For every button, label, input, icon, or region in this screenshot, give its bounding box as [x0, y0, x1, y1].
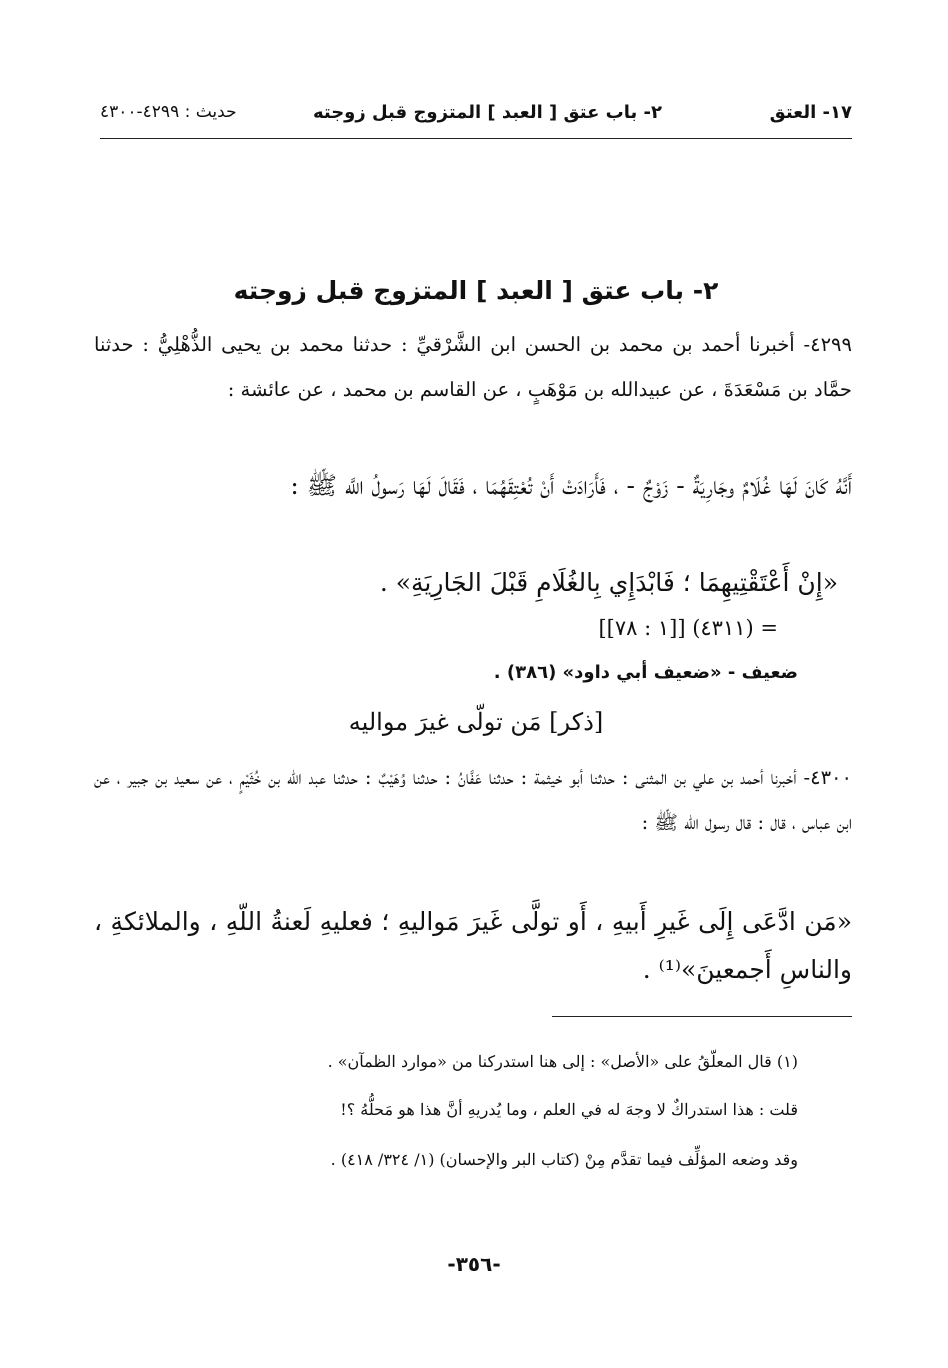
hadith-4299-quote: «إِنْ أَعْتَقْتِيهِمَا ؛ فَابْدَإِي بِالغُلَامِ قَبْلَ الجَارِيَةِ» .: [379, 568, 838, 597]
footnote-3: وقد وضعه المؤلِّف فيما تقدَّم مِنْ (كتاب البر والإحسان) (١/ ٣٢٤/ ٤١٨) .: [330, 1150, 798, 1169]
hadith-4299-reference: = (٤٣١١) [[١ : ٧٨]]: [598, 616, 778, 640]
footnote-divider: [552, 1016, 852, 1017]
hadith-4299-grade: ضعيف - «ضعيف أبي داود» (٣٨٦) .: [493, 662, 798, 683]
header-hadith-range: حديث : ٤٢٩٩-٤٣٠٠: [100, 102, 237, 122]
hadith-4300-matn: «مَن ادَّعَى إِلَى غَيرِ أَبيهِ ، أَو تولَّى غَيرَ مَواليهِ ؛ فعليهِ لَعنةُ اللّهِ ، والملائكةِ ، والناسِ أَجمعينَ»⁽¹⁾ .: [94, 907, 852, 984]
header-divider: [100, 138, 852, 139]
page-number: -٣٥٦-: [447, 1252, 501, 1276]
hadith-4300-isnad: ٤٣٠٠- أخبرنا أحمد بن علي بن المثنى : حدثنا أبو خيثمة : حدثنا عَفَّانُ : حدثنا وُهَيْبٌ : حدثنا عبد اللّه بن خُثَيْمٍ ، عن سعيد بن جبير ، عن ابن عباس ، قال : قال رسول اللّه ﷺ :: [94, 766, 852, 834]
header-section: ٢- باب عتق [ العبد ] المتزوج قبل زوجته: [312, 102, 662, 123]
header-chapter: ١٧- العتق: [769, 102, 852, 123]
sub-heading: [ذكر] مَن تولّى غيرَ مواليه: [348, 708, 604, 736]
hadith-4299-matn: أَنَّهُ كَانَ لَهَا غُلَامٌ وجَارِيَةٌ - زَوْجٌ - ، فَأَرَادَتْ أَنْ تُعْتِقَهُمَا ، فَقَالَ لَهَا رَسولُ اللَّه ﷺ :: [290, 471, 852, 500]
hadith-4299-isnad: ٤٢٩٩- أخبرنا أحمد بن محمد بن الحسن ابن الشَّرْقيِّ : حدثنا محمد بن يحيى الذُّهْلِيُّ : حدثنا حمَّاد بن مَسْعَدَةَ ، عن عبيدالله بن مَوْهَبٍ ، عن القاسم بن محمد ، عن عائشة :: [94, 333, 852, 401]
section-title: ٢- باب عتق [ العبد ] المتزوج قبل زوجته: [233, 276, 719, 305]
footnote-2: قلت : هذا استدراكٌ لا وجهَ له في العلم ، وما يُدريهِ أنَّ هذا هو مَحلُّهُ ؟!: [340, 1100, 798, 1119]
running-header: [100, 98, 852, 132]
footnote-1: (١) قال المعلّقُ على «الأصل» : إلى هنا استدركنا من «موارد الظمآن» .: [327, 1052, 798, 1071]
